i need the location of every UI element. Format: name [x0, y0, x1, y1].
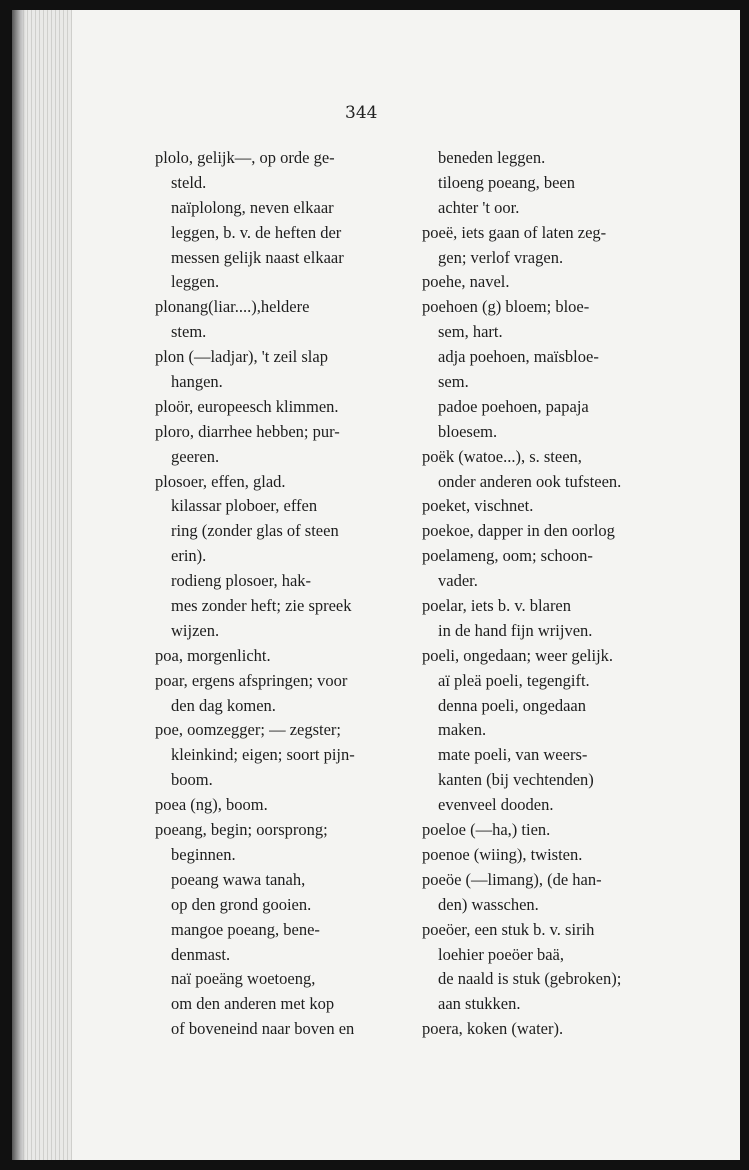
dictionary-line: poeket, vischnet. [422, 496, 534, 516]
dictionary-line: ploör, europeesch klimmen. [155, 396, 339, 416]
dictionary-line: mangoe poeang, bene- [171, 919, 320, 939]
dictionary-line: den dag komen. [171, 695, 276, 715]
dictionary-line: poeang, begin; oorsprong; [155, 820, 328, 840]
dictionary-line: in de hand fijn wrijven. [438, 620, 593, 640]
dictionary-line: op den grond gooien. [171, 894, 312, 914]
dictionary-line: messen gelijk naast elkaar [171, 247, 344, 267]
dictionary-line: poa, morgenlicht. [155, 645, 271, 665]
dictionary-line: leggen, b. v. de heften der [171, 222, 342, 242]
dictionary-line: loehier poeöer baä, [438, 944, 564, 964]
dictionary-line: kilassar ploboer, effen [171, 496, 318, 516]
dictionary-line: om den anderen met kop [171, 994, 335, 1014]
dictionary-line: geeren. [171, 446, 220, 466]
dictionary-line: rodieng plosoer, hak- [171, 571, 312, 591]
dictionary-line: stem. [171, 322, 207, 342]
dictionary-line: poelameng, oom; schoon- [422, 546, 593, 566]
dictionary-line: poehe, navel. [422, 272, 510, 292]
left-column [155, 146, 403, 1042]
dictionary-line: beginnen. [171, 844, 236, 864]
dictionary-line: plolo, gelijk—, op orde ge- [155, 148, 335, 167]
dictionary-line: adja poehoen, maïsbloe- [438, 347, 599, 367]
dictionary-line: naïplolong, neven elkaar [171, 197, 334, 217]
dictionary-line: of boveneind naar boven en [171, 1019, 355, 1039]
dictionary-line: poea (ng), boom. [155, 795, 268, 815]
dictionary-line: poeë, iets gaan of laten zeg- [422, 222, 607, 242]
dictionary-line: steld. [171, 172, 207, 192]
dictionary-line: poeloe (—ha,) tien. [422, 820, 551, 840]
dictionary-line: kleinkind; eigen; soort pijn- [171, 745, 355, 765]
dictionary-line: poenoe (wiing), twisten. [422, 844, 583, 864]
dictionary-line: de naald is stuk (gebroken); [438, 969, 622, 989]
dictionary-line: vader. [438, 571, 478, 591]
dictionary-line: den) wasschen. [438, 894, 539, 914]
dictionary-line: bloesem. [438, 421, 498, 441]
dictionary-line: poeli, ongedaan; weer gelijk. [422, 645, 614, 665]
dictionary-line: plon (—ladjar), 't zeil slap [155, 347, 328, 367]
dictionary-line: denna poeli, ongedaan [438, 695, 586, 715]
dictionary-line: padoe poehoen, papaja [438, 396, 589, 416]
dictionary-line: sem, hart. [438, 322, 503, 342]
dictionary-line: aï pleä poeli, tegengift. [438, 670, 590, 690]
dictionary-line: wijzen. [171, 620, 220, 640]
binding-shadow [12, 10, 26, 1160]
dictionary-line: maken. [438, 720, 487, 740]
dictionary-line: tiloeng poeang, been [438, 172, 575, 192]
dictionary-line: achter 't oor. [438, 197, 520, 217]
dictionary-line: gen; verlof vragen. [438, 247, 564, 267]
dictionary-line: leggen. [171, 272, 220, 292]
page-number: 344 [345, 103, 378, 123]
dictionary-line: beneden leggen. [438, 148, 546, 167]
dictionary-line: poe, oomzegger; — zegster; [155, 720, 342, 740]
dictionary-line: erin). [171, 546, 207, 566]
dictionary-line: ploro, diarrhee hebben; pur- [155, 421, 340, 441]
dictionary-line: poelar, iets b. v. blaren [422, 596, 572, 616]
dictionary-line: boom. [171, 770, 213, 790]
dictionary-line: poeöer, een stuk b. v. sirih [422, 919, 595, 939]
dictionary-line: poar, ergens afspringen; voor [155, 670, 348, 690]
dictionary-line: plonang(liar....),heldere [155, 297, 310, 317]
dictionary-line: sem. [438, 372, 469, 392]
dictionary-line: poëk (watoe...), s. steen, [422, 446, 582, 466]
dictionary-line: onder anderen ook tufsteen. [438, 471, 622, 491]
dictionary-line: hangen. [171, 372, 223, 392]
dictionary-line: poeöe (—limang), (de han- [422, 869, 602, 889]
dictionary-line: poera, koken (water). [422, 1019, 564, 1039]
dictionary-line: poeang wawa tanah, [171, 869, 306, 889]
dictionary-line: poehoen (g) bloem; bloe- [422, 297, 590, 317]
dictionary-line: denmast. [171, 944, 231, 964]
dictionary-line: kanten (bij vechtenden) [438, 770, 594, 790]
dictionary-line: ring (zonder glas of steen [171, 521, 339, 541]
dictionary-line: plosoer, effen, glad. [155, 471, 286, 491]
dictionary-line: evenveel dooden. [438, 795, 554, 815]
dictionary-line: aan stukken. [438, 994, 521, 1014]
dictionary-line: mate poeli, van weers- [438, 745, 588, 765]
dictionary-line: poekoe, dapper in den oorlog [422, 521, 615, 541]
dictionary-line: naï poeäng woetoeng, [171, 969, 316, 989]
dictionary-line: mes zonder heft; zie spreek [171, 596, 352, 616]
right-column [422, 146, 674, 1042]
